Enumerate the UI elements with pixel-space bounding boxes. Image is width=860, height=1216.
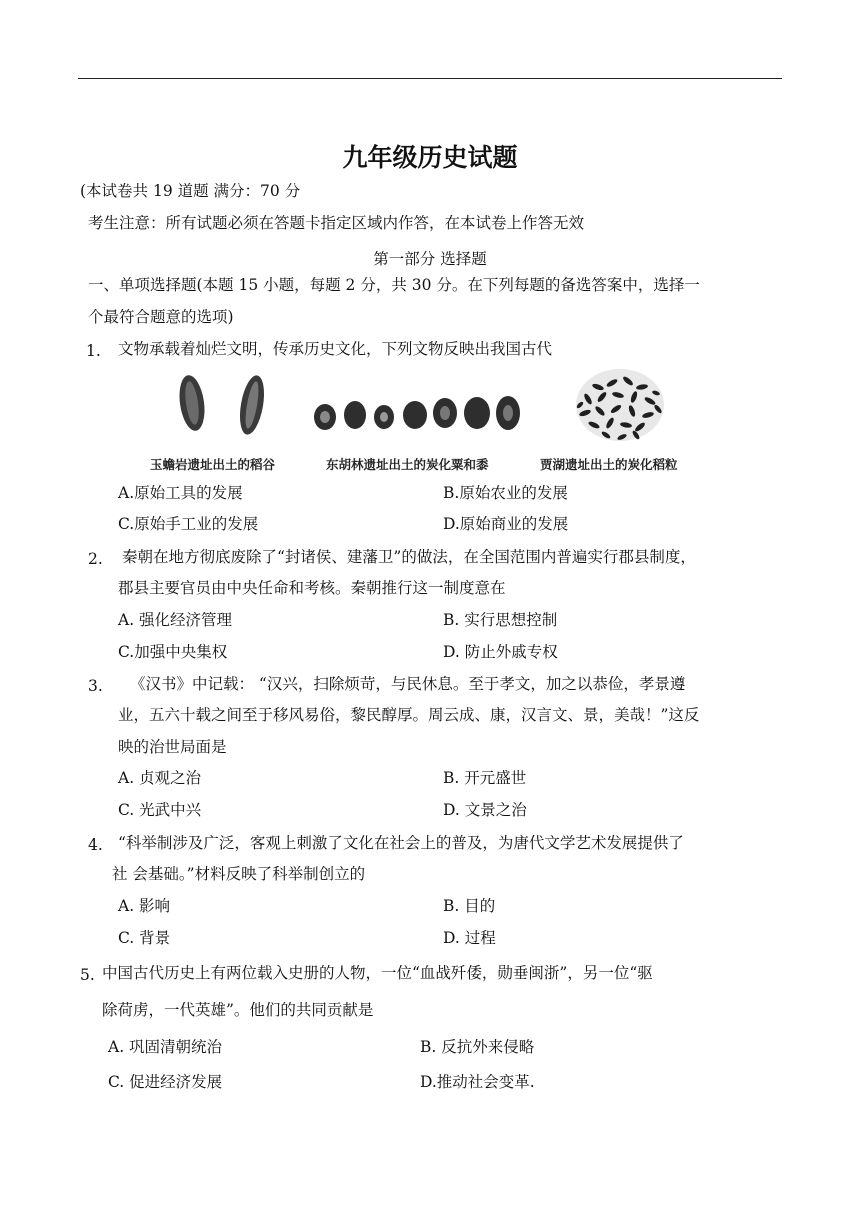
section-instruction-line2: 个最符合题意的选项) (88, 308, 234, 326)
rice-grain-image (176, 374, 268, 437)
question-stem-line1: 秦朝在地方彻底废除了“封诸侯、建藩卫”的做法，在全国范围内普遍实行郡县制度， (122, 548, 696, 566)
question-number: 5. (80, 966, 95, 984)
question-stem-line2: 除荷虏，一代英雄”。他们的共同贡献是 (102, 1001, 374, 1019)
question-stem-line1: “科举制涉及广泛，客观上刺激了文化在社会上的普及，为唐代文学艺术发展提供了 (118, 834, 684, 852)
option-d: D.推动社会变革. (420, 1073, 535, 1091)
option-a: A. 影响 (118, 897, 171, 915)
question-number: 3. (88, 677, 103, 695)
option-a: A. 强化经济管理 (118, 611, 233, 629)
question-stem-line3: 映的治世局面是 (118, 738, 227, 756)
option-c: C. 促进经济发展 (108, 1073, 223, 1091)
option-b: B. 开元盛世 (443, 769, 527, 787)
carbonized-rice-image (576, 369, 664, 441)
option-c: C. 背景 (118, 929, 171, 947)
option-c: C.原始手工业的发展 (118, 515, 259, 533)
option-c: C. 光武中兴 (118, 801, 202, 819)
option-b: B. 反抗外来侵略 (420, 1038, 535, 1056)
question-stem-line1: 《汉书》中记载： “汉兴，扫除烦苛，与民休息。至于孝文，加之以恭俭，孝景遵 (130, 675, 686, 693)
question-stem-line2: 业，五六十载之间至于移风易俗，黎民醇厚。周云成、康，汉言文、景，美哉！”这反 (118, 706, 700, 724)
option-b: B. 实行思想控制 (443, 611, 558, 629)
option-d: D.原始商业的发展 (443, 515, 569, 533)
question-number: 4. (88, 836, 103, 854)
option-a: A. 贞观之治 (118, 769, 202, 787)
option-a: A.原始工具的发展 (118, 484, 243, 502)
question-stem-line1: 中国古代历史上有两位载入史册的人物，一位“血战歼倭，勋垂闽浙”，另一位“驱 (102, 964, 653, 982)
option-d: D. 文景之治 (443, 801, 527, 819)
part-title: 第一部分 选择题 (373, 250, 487, 268)
question-stem: 文物承载着灿烂文明，传承历史文化，下列文物反映出我国古代 (118, 340, 553, 358)
option-c: C.加强中央集权 (118, 643, 228, 661)
figure-caption-1: 玉蟾岩遗址出土的稻谷 (150, 457, 276, 472)
question-number: 1. (86, 342, 101, 360)
option-b: B.原始农业的发展 (443, 484, 568, 502)
option-a: A. 巩固清朝统治 (108, 1038, 223, 1056)
section-instruction-line1: 一、单项选择题(本题 15 小题，每题 2 分，共 30 分。在下列每题的备选答案中，选择一 (88, 276, 700, 294)
exam-info: (本试卷共 19 道题 满分：70 分 (80, 182, 301, 200)
header-rule (78, 78, 782, 79)
question-stem-line2: 社 会基础。”材料反映了科举制创立的 (112, 865, 366, 883)
millet-seeds-image (314, 396, 520, 430)
question-number: 2. (88, 550, 103, 568)
notice: 考生注意：所有试题必须在答题卡指定区域内作答，在本试卷上作答无效 (88, 214, 585, 232)
page-title: 九年级历史试题 (342, 143, 518, 172)
figure-caption-2: 东胡林遗址出土的炭化粟和黍 (326, 457, 489, 472)
question-stem-line2: 郡县主要官员由中央任命和考核。秦朝推行这一制度意在 (118, 579, 506, 597)
option-b: B. 目的 (443, 897, 496, 915)
figure-caption-3: 贾湖遗址出土的炭化稻粒 (540, 457, 678, 472)
option-d: D. 防止外戚专权 (443, 643, 558, 661)
option-d: D. 过程 (443, 929, 496, 947)
